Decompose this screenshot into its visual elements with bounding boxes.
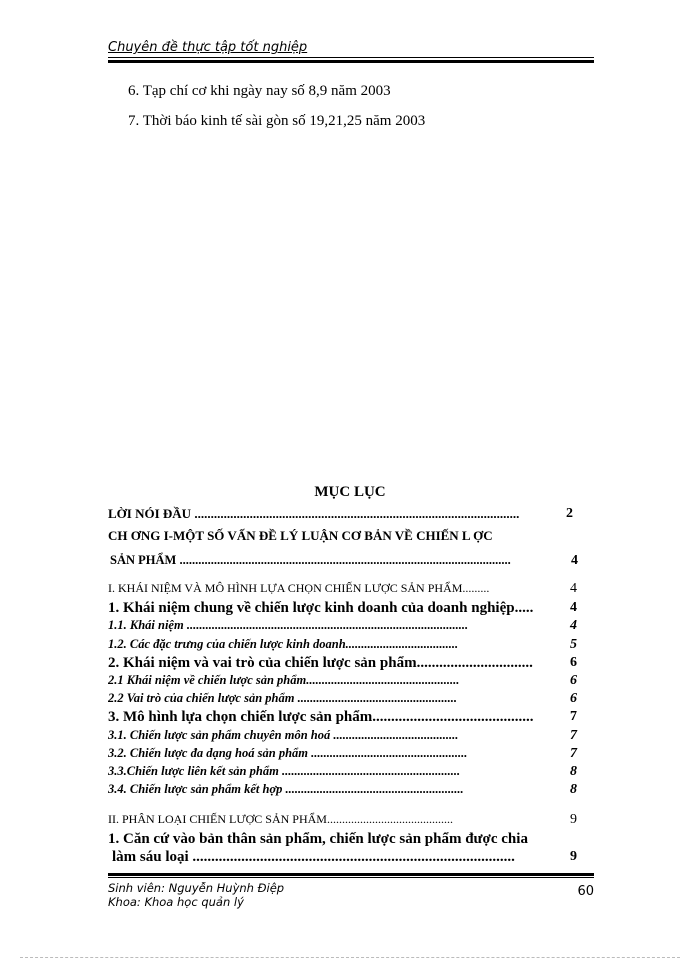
- toc-entry: 3.1. Chiến lược sản phẩm chuyên môn hoá ........................................: [108, 728, 459, 742]
- toc-page: 4: [570, 581, 577, 596]
- toc-entry: I. KHÁI NIỆM VÀ MÔ HÌNH LỰA CHỌN CHIẾN LƯỢC SẢN PHẨM.........: [108, 581, 490, 595]
- footer-faculty: Khoa: Khoa học quản lý: [108, 895, 244, 909]
- toc-entry: 3.4. Chiến lược sản phẩm kết hợp .........................................................: [108, 782, 464, 796]
- toc-page: 9: [570, 812, 577, 827]
- toc-page: 4: [570, 600, 577, 615]
- toc-entry: 1.2. Các đặc trưng của chiến lược kinh doanh....................................: [108, 637, 459, 651]
- toc-page: 8: [570, 764, 577, 779]
- toc-page: 6: [570, 673, 577, 688]
- toc-page: 6: [570, 691, 577, 706]
- toc-entry: làm sáu loại ......................................................................................: [112, 849, 515, 865]
- toc-entry: SẢN PHẨM ..........................................................................................................: [110, 553, 511, 567]
- toc-page: 7: [570, 746, 577, 761]
- footer-student: Sinh viên: Nguyễn Huỳnh Điệp: [108, 881, 285, 895]
- footer-rule: [108, 877, 594, 878]
- toc-page: 4: [571, 553, 578, 568]
- header-rule: [108, 57, 594, 58]
- toc-page: 5: [570, 637, 577, 652]
- toc-entry: 1. Khái niệm chung về chiến lược kinh doanh của doanh nghiệp.....: [108, 600, 534, 616]
- page-edge: [20, 957, 680, 958]
- toc-entry: 2. Khái niệm và vai trò của chiến lược sản phẩm...............................: [108, 655, 533, 671]
- toc-entry: 1. Căn cứ vào bản thân sản phẩm, chiến lược sản phẩm được chia: [108, 831, 528, 847]
- toc-entry: 1.1. Khái niệm ..........................................................................................: [108, 618, 469, 632]
- toc-title: MỤC LỤC: [314, 484, 386, 500]
- footer-rule-thick: [108, 873, 594, 876]
- toc-entry: 3.3.Chiến lược liên kết sản phẩm .........................................................: [108, 764, 461, 778]
- reference-item: 6. Tạp chí cơ khi ngày nay số 8,9 năm 2003: [128, 83, 391, 99]
- reference-item: 7. Thời báo kinh tế sài gòn số 19,21,25 năm 2003: [128, 113, 426, 129]
- toc-page: 9: [570, 849, 577, 864]
- toc-entry: 3.2. Chiến lược đa dạng hoá sản phẩm ..................................................: [108, 746, 468, 760]
- toc-entry: 3. Mô hình lựa chọn chiến lược sản phẩm...........................................: [108, 709, 534, 725]
- toc-entry: CH ƠNG I-MỘT SỐ VẤN ĐỀ LÝ LUẬN CƠ BẢN VỀ CHIẾN L ỢC: [108, 528, 493, 543]
- header-rule-thick: [108, 60, 594, 63]
- toc-entry: II. PHÂN LOẠI CHIẾN LƯỢC SẢN PHẨM..........................................: [108, 812, 453, 826]
- toc-page: 4: [570, 618, 577, 633]
- toc-entry: LỜI NÓI ĐẦU ....................................................................................................: [108, 506, 520, 521]
- header-title: Chuyên đề thực tập tốt nghiệp: [108, 40, 308, 55]
- page-number: 60: [577, 884, 594, 899]
- toc-entry: 2.1 Khái niệm về chiến lược sản phẩm.................................................: [108, 673, 460, 687]
- toc-entry: 2.2 Vai trò của chiến lược sản phẩm ...................................................: [108, 691, 457, 705]
- toc-page: 7: [570, 709, 577, 724]
- toc-page: 7: [570, 728, 577, 743]
- toc-page: 2: [566, 506, 573, 521]
- toc-page: 8: [570, 782, 577, 797]
- toc-page: 6: [570, 655, 577, 670]
